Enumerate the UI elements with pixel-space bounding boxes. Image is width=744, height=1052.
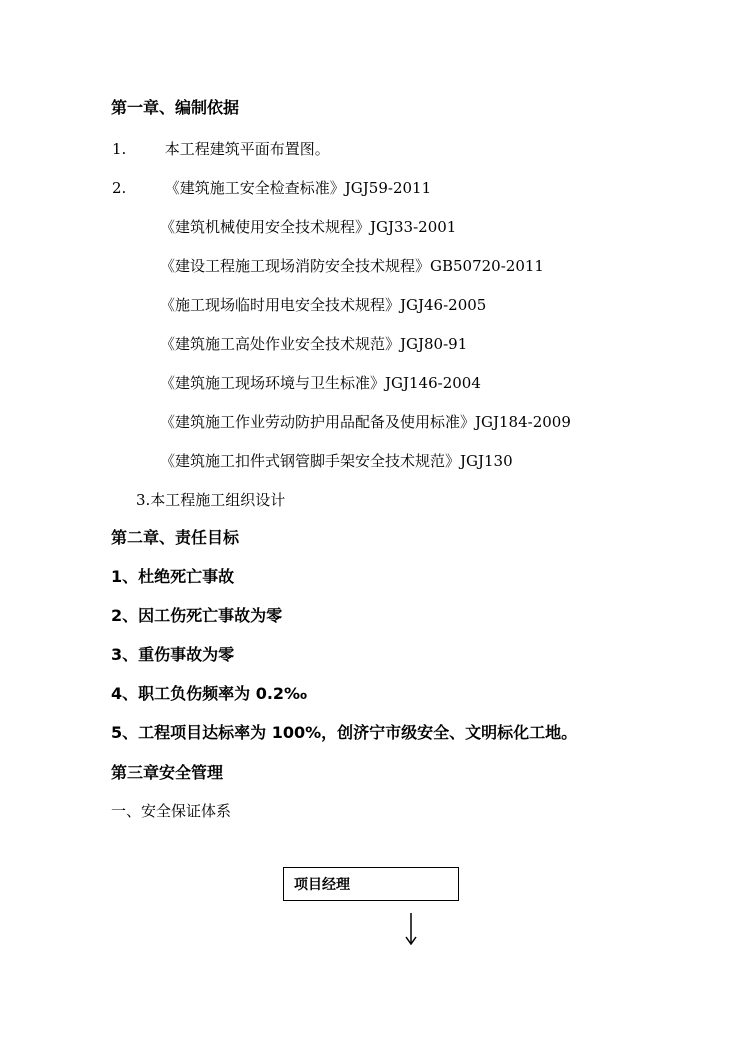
standard-item: 《建筑施工作业劳动防护用品配备及使用标准》JGJ184-2009 [160, 413, 571, 431]
section-heading: 一、安全保证体系 [111, 802, 232, 820]
goal-item: 1、杜绝死亡事故 [111, 567, 235, 586]
basis-item-2 [112, 178, 431, 198]
basis-item-1-text: 本工程建筑平面布置图。 [164, 140, 330, 158]
goal-item: 4、职工负伤频率为 0.2‰ [111, 684, 308, 703]
standard-item: 《建筑施工高处作业安全技术规范》JGJ80-91 [160, 335, 468, 353]
chapter3-title: 第三章安全管理 [111, 763, 224, 782]
goal-item: 3、重伤事故为零 [111, 645, 235, 664]
goal-item: 2、因工伤死亡事故为零 [111, 606, 283, 625]
basis-item-2-number: 2. [112, 179, 127, 197]
standard-item: 《建筑施工扣件式钢管脚手架安全技术规范》JGJ130 [160, 452, 513, 470]
down-arrow-icon [404, 913, 418, 945]
basis-item-1 [112, 139, 330, 159]
standard-item: 《建筑机械使用安全技术规程》JGJ33-2001 [160, 218, 457, 236]
standard-item: 《施工现场临时用电安全技术规程》JGJ46-2005 [160, 296, 487, 314]
standard-item: 《建设工程施工现场消防安全技术规程》GB50720-2011 [160, 257, 544, 275]
standard-item: 《建筑施工现场环境与卫生标准》JGJ146-2004 [160, 374, 481, 392]
basis-item-3: 3.本工程施工组织设计 [136, 491, 286, 509]
chapter1-title: 第一章、编制依据 [111, 98, 240, 117]
org-chart-box-label: 项目经理 [294, 877, 350, 893]
basis-item-1-number: 1. [112, 140, 127, 158]
chapter2-title: 第二章、责任目标 [111, 528, 240, 547]
standard-item: 《建筑施工安全检查标准》JGJ59-2011 [164, 179, 432, 197]
org-chart-box-project-manager [283, 867, 459, 901]
goal-item: 5、工程项目达标率为 100%，创济宁市级安全、文明标化工地。 [111, 723, 578, 742]
